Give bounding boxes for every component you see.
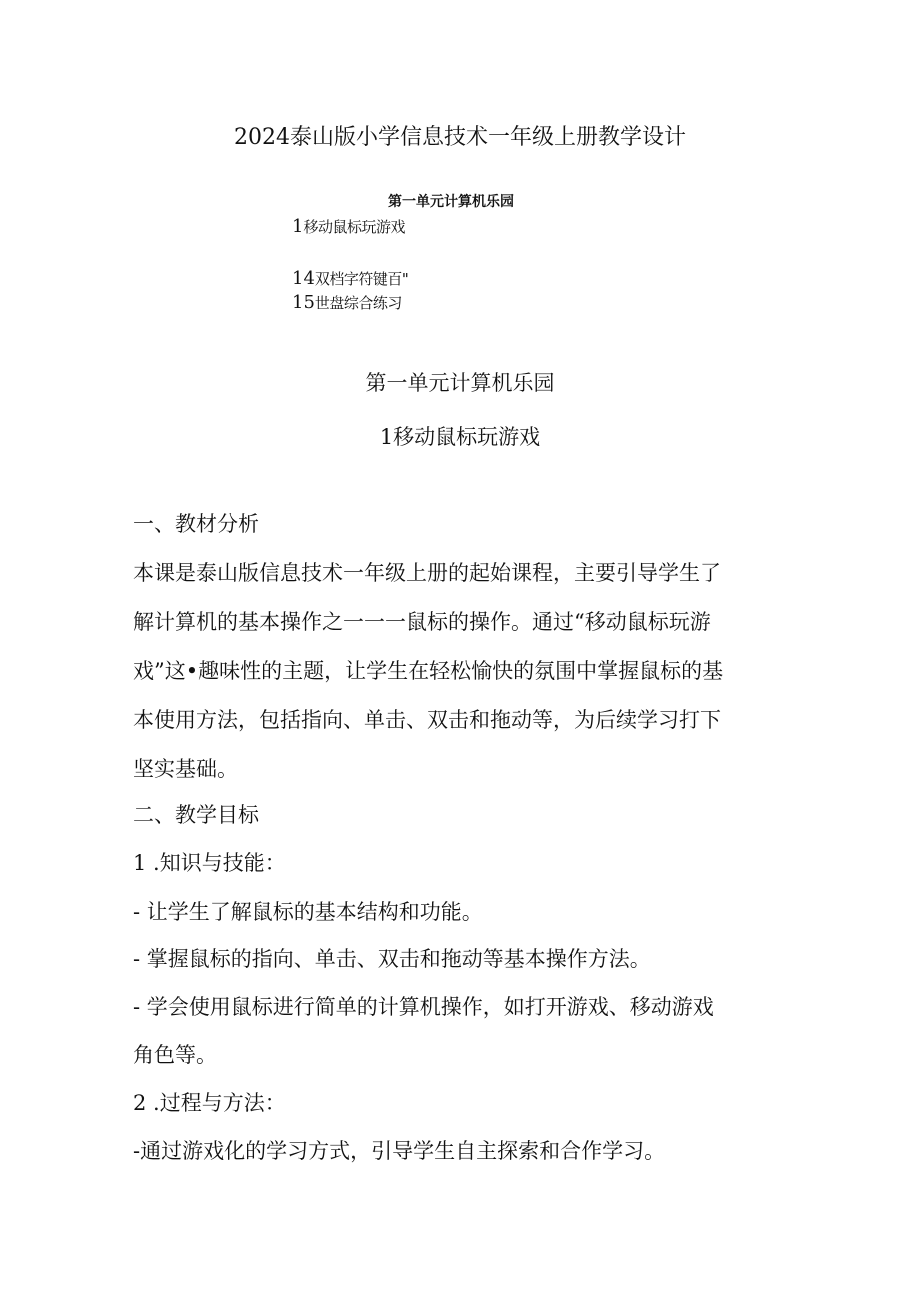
paragraph-line: 本使用方法，包括指向、单击、双击和拖动等，为后续学习打下 (133, 708, 721, 732)
paragraph-line: 本课是泰山版信息技术一年级上册的起始课程，主要引导学生了 (133, 561, 721, 585)
toc-item (292, 268, 408, 289)
paragraph-line: 解计算机的基本操作之一一一鼠标的操作。通过“移动鼠标玩游 (133, 610, 711, 634)
list-item: - 学会使用鼠标进行简单的计算机操作，如打开游戏、移动游戏 (133, 995, 714, 1019)
document-title: 2024泰山版小学信息技术一年级上册教学设计 (234, 125, 686, 150)
lesson-heading: 1移动鼠标玩游戏 (379, 425, 541, 449)
subsection-heading: 2 .过程与方法： (133, 1091, 286, 1115)
toc-item-text: 双档字符键百" (314, 270, 409, 288)
toc-item-text: 世盘综合练习 (314, 294, 402, 312)
section-heading: 二、教学目标 (133, 803, 259, 827)
paragraph-line: 戏”这•趣味性的主题，让学生在轻松愉快的氛围中掌握鼠标的基 (133, 659, 724, 683)
list-item: - 掌握鼠标的指向、单击、双击和拖动等基本操作方法。 (133, 947, 651, 971)
toc-item (292, 292, 402, 313)
toc-item-number: 15 (292, 292, 315, 313)
toc-item-number: 1 (292, 216, 304, 237)
subsection-heading: 1 .知识与技能： (133, 851, 286, 875)
section-heading: 一、教材分析 (133, 512, 259, 536)
paragraph-line: 坚实基础。 (133, 757, 238, 781)
toc-item-text: 移动鼠标玩游戏 (303, 218, 405, 236)
list-item: - 让学生了解鼠标的基本结构和功能。 (133, 900, 483, 924)
toc-item (292, 216, 405, 237)
list-item: -通过游戏化的学习方式，引导学生自主探索和合作学习。 (133, 1139, 666, 1163)
toc-unit-title: 第一单元计算机乐园 (388, 194, 514, 210)
unit-heading: 第一单元计算机乐园 (365, 371, 555, 395)
toc-item-number: 14 (292, 268, 315, 289)
list-item-continuation: 角色等。 (133, 1043, 217, 1067)
